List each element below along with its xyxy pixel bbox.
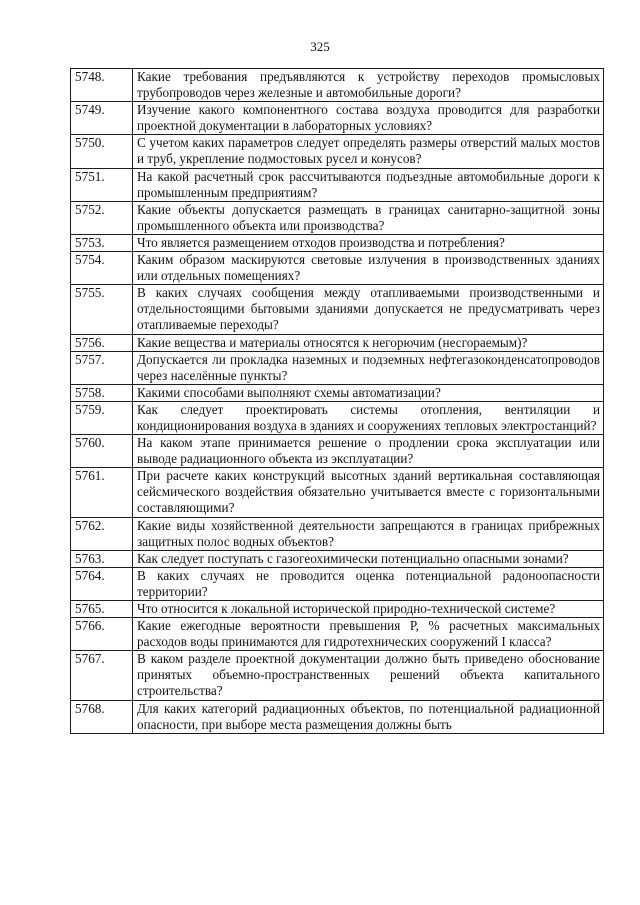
question-number: 5749.: [71, 102, 133, 135]
question-number: 5758.: [71, 384, 133, 401]
table-row: [71, 102, 604, 135]
question-number: 5760.: [71, 435, 133, 468]
question-number: 5754.: [71, 252, 133, 285]
table-row: [71, 567, 604, 600]
question-number: 5753.: [71, 234, 133, 251]
question-text: Какие объекты допускается размещать в границах санитарно-защитной зоны промышленного объекта или производства?: [133, 201, 604, 234]
table-row: [71, 234, 604, 251]
question-text: Какие требования предъявляются к устройству переходов промысловых трубопроводов через железные и автомобильные дороги?: [133, 69, 604, 102]
question-number: 5761.: [71, 468, 133, 517]
table-row: [71, 700, 604, 733]
table-row: [71, 550, 604, 567]
question-text: При расчете каких конструкций высотных зданий вертикальная составляющая сейсмического воздействия обязательно учитывается вместе с горизонтальными составляющими?: [133, 468, 604, 517]
page-number: 325: [310, 39, 330, 54]
table-row: [71, 384, 604, 401]
table-row: [71, 435, 604, 468]
table-row: [71, 334, 604, 351]
question-text: Какими способами выполняют схемы автоматизации?: [133, 384, 604, 401]
question-text: С учетом каких параметров следует определять размеры отверстий малых мостов и труб, укрепление подмостовых русел и конусов?: [133, 135, 604, 168]
question-number: 5767.: [71, 651, 133, 700]
question-number: 5762.: [71, 517, 133, 550]
question-number: 5748.: [71, 69, 133, 102]
table-row: [71, 285, 604, 334]
question-text: Каким образом маскируются световые излучения в производственных зданиях или отдельных помещениях?: [133, 252, 604, 285]
question-number: 5755.: [71, 285, 133, 334]
table-row: [71, 517, 604, 550]
table-row: [71, 468, 604, 517]
question-text: Для каких категорий радиационных объектов, по потенциальной радиационной опасности, при выборе места размещения должны быть: [133, 700, 604, 733]
question-text: На какой расчетный срок рассчитываются подъездные автомобильные дороги к промышленным предприятиям?: [133, 168, 604, 201]
question-text: Какие вещества и материалы относятся к негорючим (несгораемым)?: [133, 334, 604, 351]
table-row: [71, 168, 604, 201]
question-text: Допускается ли прокладка наземных и подземных нефтегазоконденсатопроводов через населённые пункты?: [133, 351, 604, 384]
question-text: В каких случаях сообщения между отапливаемыми производственными и отдельностоящими бытовыми зданиями допускается не предусматривать через отапливаемые переходы?: [133, 285, 604, 334]
question-number: 5765.: [71, 601, 133, 618]
question-text: Изучение какого компонентного состава воздуха проводится для разработки проектной документации в лабораторных условиях?: [133, 102, 604, 135]
question-number: 5752.: [71, 201, 133, 234]
table-row: [71, 252, 604, 285]
table-row: [71, 601, 604, 618]
question-text: Как следует поступать с газогеохимически потенциально опасными зонами?: [133, 550, 604, 567]
table-row: [71, 351, 604, 384]
question-text: В каком разделе проектной документации должно быть приведено обоснование принятых объемно-пространственных решений объекта капитального строительства?: [133, 651, 604, 700]
question-text: Что является размещением отходов производства и потребления?: [133, 234, 604, 251]
question-text: Как следует проектировать системы отопления, вентиляции и кондиционирования воздуха в зданиях и сооружениях тепловых электростанций?: [133, 401, 604, 434]
question-number: 5757.: [71, 351, 133, 384]
question-number: 5768.: [71, 700, 133, 733]
question-number: 5766.: [71, 618, 133, 651]
question-number: 5764.: [71, 567, 133, 600]
questions-table-body: [71, 69, 604, 734]
table-row: [71, 201, 604, 234]
question-text: Какие ежегодные вероятности превышения Р, % расчетных максимальных расходов воды принимаются для гидротехнических сооружений I класса?: [133, 618, 604, 651]
question-number: 5750.: [71, 135, 133, 168]
question-text: Что относится к локальной исторической природно-технической системе?: [133, 601, 604, 618]
table-row: [71, 401, 604, 434]
table-row: [71, 618, 604, 651]
questions-table: [70, 68, 604, 734]
question-number: 5763.: [71, 550, 133, 567]
table-row: [71, 69, 604, 102]
question-number: 5756.: [71, 334, 133, 351]
question-text: На каком этапе принимается решение о продлении срока эксплуатации или выводе радиационного объекта из эксплуатации?: [133, 435, 604, 468]
table-row: [71, 651, 604, 700]
question-number: 5751.: [71, 168, 133, 201]
question-text: Какие виды хозяйственной деятельности запрещаются в границах прибрежных защитных полос водных объектов?: [133, 517, 604, 550]
question-number: 5759.: [71, 401, 133, 434]
table-row: [71, 135, 604, 168]
question-text: В каких случаях не проводится оценка потенциальной радоноопасности территории?: [133, 567, 604, 600]
